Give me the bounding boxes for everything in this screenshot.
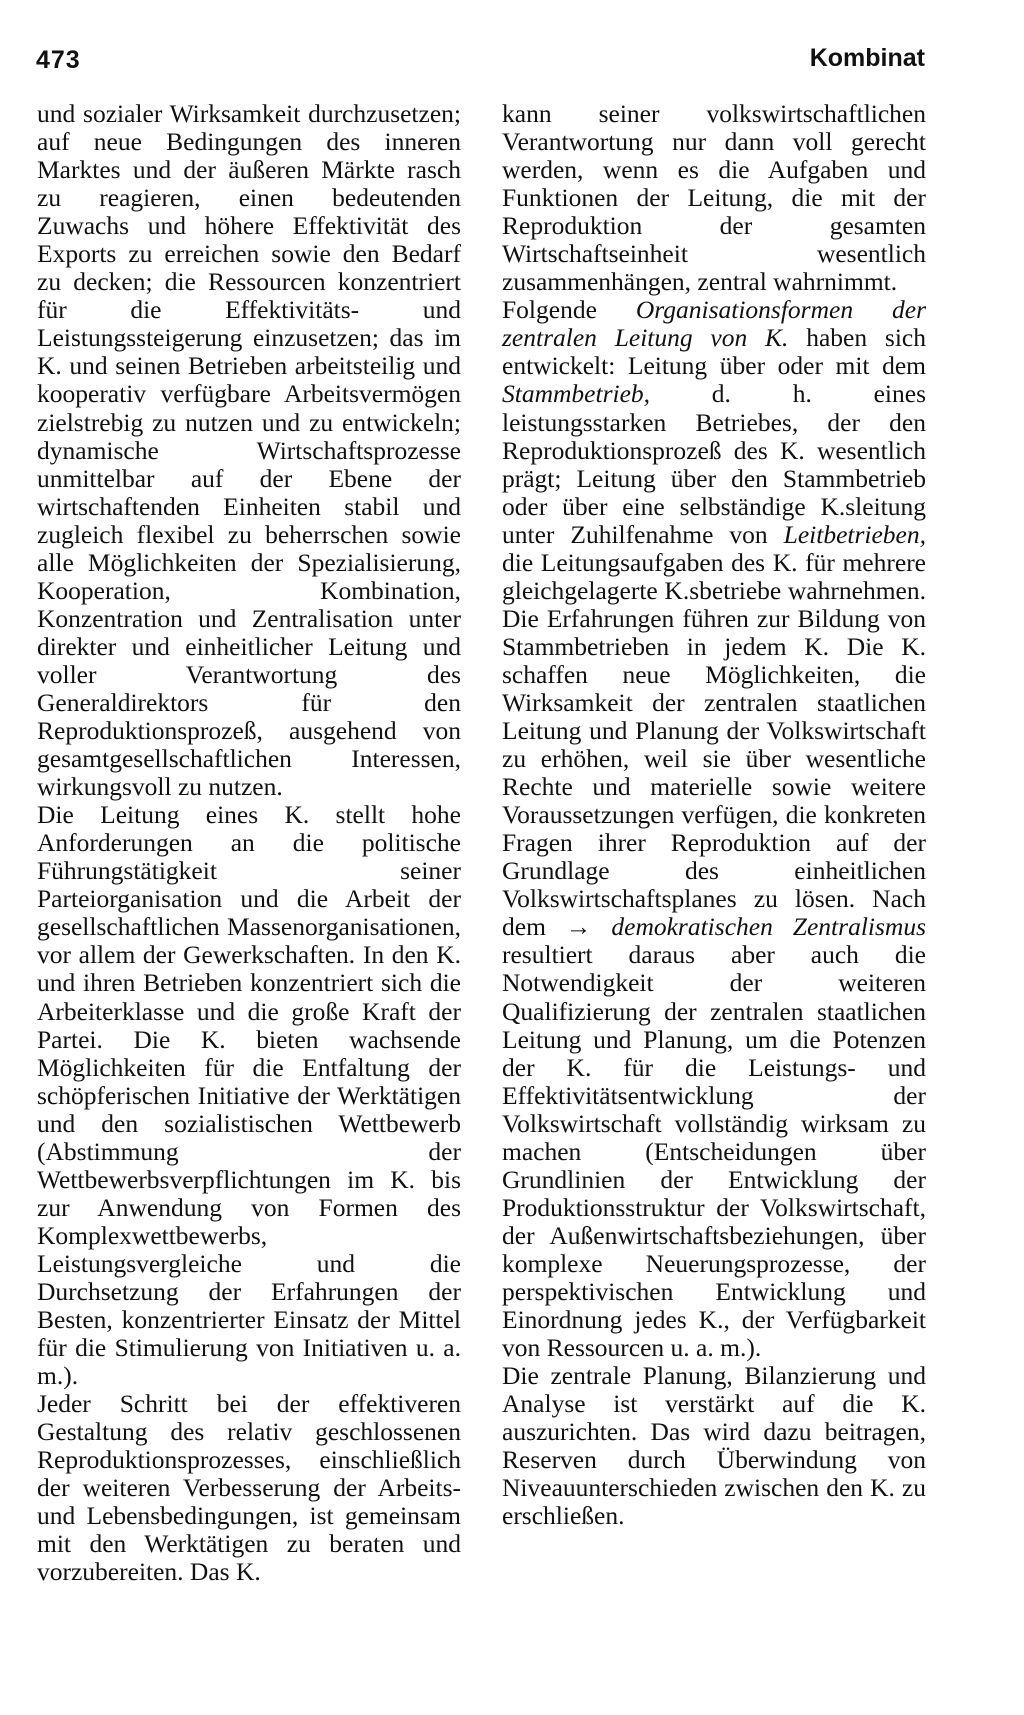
text-span: Folgende [502, 295, 636, 325]
right-column [502, 100, 926, 1530]
left-column [37, 100, 461, 1586]
left-paragraph-3: Jeder Schritt bei der effektiveren Gestaltung des relativ geschlossenen Reproduktionsprozesses, einschließlich der weiteren Verbesserung der Arbeits- und Lebensbedingungen, ist gemeinsam mit den Werktätigen zu beraten und vorzubereiten. Das K. [37, 1389, 461, 1587]
left-paragraph-1: und sozialer Wirksamkeit durchzusetzen; auf neue Bedingungen des inneren Marktes und der äußeren Märkte rasch zu reagieren, einen bedeutenden Zuwachs und höhere Effektivität des Exports zu erreichen sowie den Bedarf zu decken; die Ressourcen konzentriert für die Effektivitäts- und Leistungssteigerung einzusetzen; das im K. und seinen Betrieben arbeitsteilig und kooperativ verfügbare Arbeitsvermögen zielstrebig zu nutzen und zu entwickeln; dynamische Wirtschaftsprozesse unmittelbar auf der Ebene der wirtschaftenden Einheiten stabil und zugleich flexibel zu beherrschen sowie alle Möglichkeiten der Spezialisierung, Kooperation, Kombination, Konzentration und Zentralisation unter direkter und einheitlicher Leitung und voller Verantwortung des Generaldirektors für den Reproduktionsprozeß, ausgehend von gesamtgesellschaftlichen Interessen, wirkungsvoll zu nutzen. [37, 99, 461, 802]
italic-term-stammbetrieb: Stammbetrieb, [502, 379, 651, 409]
running-head: Kombinat [809, 44, 925, 72]
italic-term-organisationsformen: Organisationsformen der zentralen Leitung von K. [502, 295, 927, 353]
right-paragraph-3: Die zentrale Planung, Bilanzierung und Analyse ist verstärkt auf die K. auszurichten. Das wird dazu beitragen, Reserven durch Überwindung von Niveauunterschieden zwischen den K. zu erschließen. [502, 1361, 926, 1531]
right-paragraph-2 [502, 296, 926, 1362]
left-paragraph-2: Die Leitung eines K. stellt hohe Anforderungen an die politische Führungstätigkeit seiner Parteiorganisation und die Arbeit der gesellschaftlichen Massenorganisationen, vor allem der Gewerkschaften. In den K. und ihren Betrieben konzentriert sich die Arbeiterklasse und die große Kraft der Partei. Die K. bieten wachsende Möglichkeiten für die Entfaltung der schöpferischen Initiative der Werktätigen und den sozialistischen Wettbewerb (Abstimmung der Wettbewerbsverpflichtungen im K. bis zur Anwendung von Formen des Komplexwettbewerbs, Leistungsvergleiche und die Durchsetzung der Erfahrungen der Besten, konzentrierter Einsatz der Mittel für die Stimulierung von Initiativen u. a. m.). [37, 800, 461, 1391]
italic-term-leitbetrieben: Leitbetrieben, [783, 519, 926, 549]
page-number: 473 [36, 46, 81, 74]
text-span: haben sich entwickelt: Leitung über oder mit dem [502, 323, 927, 381]
text-span: die Leitungsaufgaben des K. für mehrere gleichgelagerte K.sbetriebe wahrnehmen. Die Erfahrungen führen zur Bildung von Stammbetrieben in jedem K. Die K. schaffen neue Möglichkeiten, die Wirksamkeit der zentralen staatlichen Leitung und Planung der Volkswirtschaft zu erhöhen, weil sie über wesentliche Rechte und materielle sowie weitere Voraussetzungen verfügen, die konkreten Fragen ihrer Reproduktion auf der Grundlage des einheitlichen Volkswirtschaftsplanes zu lösen. Nach dem → [502, 547, 926, 942]
right-paragraph-1: kann seiner volkswirtschaftlichen Verantwortung nur dann voll gerecht werden, wenn es die Aufgaben und Funktionen der Leitung, die mit der Reproduktion der gesamten Wirtschaftseinheit wesentlich zusammenhängen, zentral wahrnimmt. [502, 99, 926, 297]
text-span: d. h. eines leistungsstarken Betriebes, der den Reproduktionsprozeß des K. wesentlich prägt; Leitung über den Stammbetrieb oder über eine selbständige K.sleitung unter Zuhilfenahme von [502, 379, 926, 549]
cross-reference-demokratischer-zentralismus[interactable]: demokratischen Zentralismus [611, 912, 926, 942]
text-span: resultiert daraus aber auch die Notwendigkeit der weiteren Qualifizierung der zentralen staatlichen Leitung und Planung, um die Potenzen der K. für die Leistungs- und Effektivitätsentwicklung der Volkswirtschaft vollständig wirksam zu machen (Entscheidungen über Grundlinien der Entwicklung der Produktionsstruktur der Volkswirtschaft, der Außenwirtschaftsbeziehungen, über komplexe Neuerungsprozesse, der perspektivischen Entwicklung und Einordnung jedes K., der Verfügbarkeit von Ressourcen u. a. m.). [502, 940, 926, 1363]
